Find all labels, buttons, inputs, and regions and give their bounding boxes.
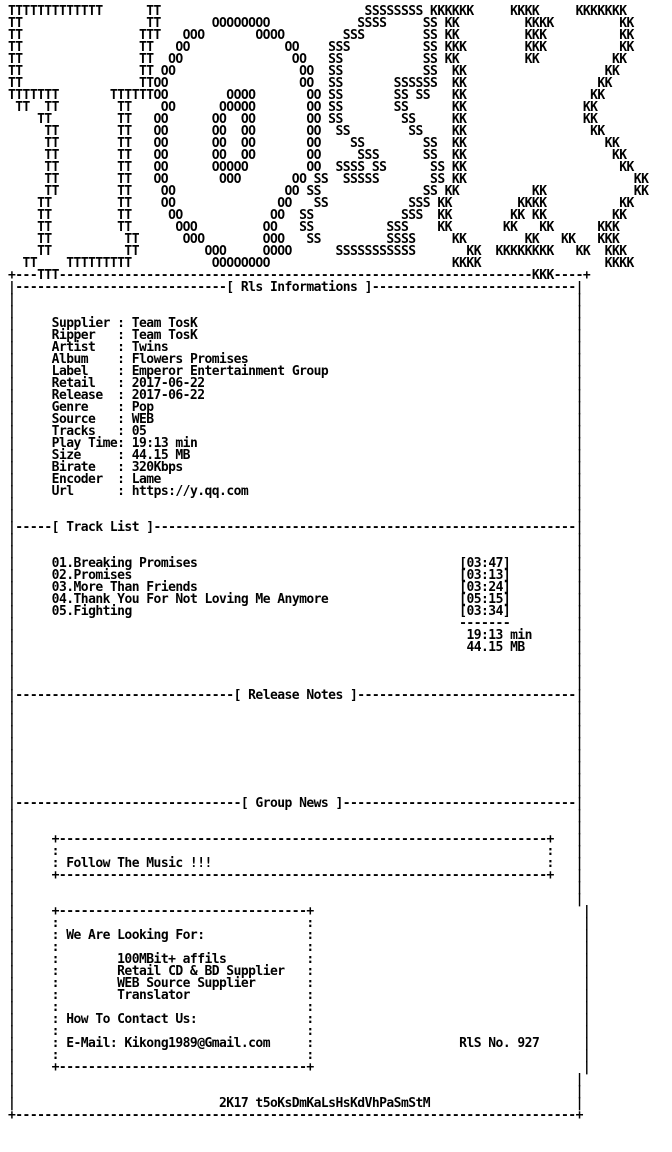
ascii-banner-line: TT TT OO OO SS SS KK KK KK	[8, 52, 627, 67]
ascii-banner-line: TT TT OOO OOOO SSSSSSSSSSS KK KKKKKKKK KK KKK	[8, 244, 627, 259]
info-value: https://y.qq.com	[131, 484, 249, 499]
blank-line: | |	[8, 1084, 583, 1099]
looking-for-item: WEB Source Supplier	[117, 976, 256, 991]
news-box-line: | : WEB Source Supplier : |	[8, 976, 591, 991]
section-header: |-----------------------------[ Rls Informations ]----------------------------|	[8, 280, 583, 295]
news-box-line: | : : |	[8, 940, 591, 955]
news-box-line: | : Follow The Music !!! : |	[8, 856, 583, 871]
info-row: | Genre : Pop |	[8, 400, 583, 415]
info-value: Team TosK	[131, 316, 198, 331]
info-key: Retail	[51, 376, 96, 391]
ascii-banner-line: TT TT TT OO OOOOO OO SS SS KK KK	[8, 100, 598, 115]
info-value: 320Kbps	[131, 460, 183, 475]
info-row: | Play Time: 19:13 min |	[8, 436, 583, 451]
blank-line: | |	[8, 880, 583, 895]
info-value: Pop	[131, 400, 154, 415]
track-time: 03:13	[466, 568, 503, 583]
blank-line: | |	[8, 712, 583, 727]
blank-line: | |	[8, 532, 583, 547]
ascii-banner-line: TT TT OO OO SS SSS KK KK KK KK	[8, 208, 627, 223]
blank-line: | |	[8, 760, 583, 775]
info-key: Birate	[51, 460, 96, 475]
ascii-banner-line: TT TT OO OO SS SS KK KK KK	[8, 184, 649, 199]
info-value: Flowers Promises	[131, 352, 249, 367]
ascii-banner-line: TT TT OO OOOOO OO SSSS SS SS KK KK	[8, 160, 634, 175]
looking-for-item: Retail CD & BD Supplier	[117, 964, 285, 979]
info-value: Lame	[131, 472, 161, 487]
ascii-banner-line: TT TT OO OOO OO SS SSSSS SS KK KK	[8, 172, 649, 187]
track-number: 05	[51, 604, 67, 619]
info-key: Artist	[51, 340, 96, 355]
release-number: RlS No. 927	[459, 1036, 540, 1051]
section-title: Rls Informations	[240, 280, 358, 295]
news-box-border: | +-------------------------------------------------------------------+ |	[8, 868, 583, 883]
blank-line: | |	[8, 736, 583, 751]
info-row: | Size : 44.15 MB |	[8, 448, 583, 463]
track-title: Fighting	[73, 604, 132, 619]
total-time: 19:13 min	[466, 628, 532, 643]
ascii-banner-line: TT TTOO OO SS SSSSSS KK KK	[8, 76, 612, 91]
news-box-border: | +-------------------------------------------------------------------+ |	[8, 832, 583, 847]
total-size: 44.15 MB	[466, 640, 525, 655]
section-title: Track List	[66, 520, 139, 535]
info-row: | Url : https://y.qq.com |	[8, 484, 583, 499]
track-title: Promises	[73, 568, 132, 583]
info-row: | Supplier : Team TosK |	[8, 316, 583, 331]
total-row: | 19:13 min |	[8, 628, 583, 643]
blank-line: | |	[8, 496, 583, 511]
contact-title: How To Contact Us:	[66, 1012, 198, 1027]
info-key: Label	[51, 364, 89, 379]
blank-line: | |	[8, 808, 583, 823]
blank-line: | |	[8, 304, 583, 319]
info-value: 2017-06-22	[131, 376, 205, 391]
track-row: | 01.Breaking Promises [03:47] |	[8, 556, 583, 571]
ascii-banner-line: TT TT OOOOOOOO SSSS SS KK KKKK KK	[8, 16, 634, 31]
blank-line: | |	[8, 508, 583, 523]
blank-line: | |	[8, 784, 583, 799]
contact-email: E-Mail: Kikong1989@Gmail.com	[66, 1036, 270, 1051]
news-box-line: | : : |	[8, 1048, 591, 1063]
footer-line: | 2K17 t5oKsDmKaLsHsKdVhPaSmStM |	[8, 1096, 583, 1111]
news-box-line: | : : |	[8, 1000, 591, 1015]
info-key: Size	[51, 448, 81, 463]
footer-border: +-----------------------------------------------------------------------------+	[8, 1108, 583, 1123]
info-key: Source	[51, 412, 96, 427]
news-box-line: | : Retail CD & BD Supplier : |	[8, 964, 591, 979]
news-box-line: | : We Are Looking For: : |	[8, 928, 591, 943]
info-row: | Retail : 2017-06-22 |	[8, 376, 583, 391]
blank-line: | |	[8, 892, 583, 907]
ascii-banner-line: TT TT OO OO SS SSS KK KKKK KK	[8, 196, 634, 211]
blank-line: | |	[8, 1072, 583, 1087]
info-row: | Album : Flowers Promises |	[8, 352, 583, 367]
track-time: 03:47	[466, 556, 503, 571]
footer-signature: 2K17 t5oKsDmKaLsHsKdVhPaSmStM	[219, 1096, 431, 1111]
track-time: 05:15	[466, 592, 503, 607]
news-box-line: | : How To Contact Us: : |	[8, 1012, 591, 1027]
blank-line: | |	[8, 700, 583, 715]
info-value: 19:13 min	[131, 436, 198, 451]
ascii-banner-line: TT TT OO OO OO OO SS SS KK KK	[8, 112, 598, 127]
track-title: Thank You For Not Loving Me Anymore	[73, 592, 329, 607]
follow-text: Follow The Music !!!	[66, 856, 212, 871]
total-row: | 44.15 MB |	[8, 640, 583, 655]
blank-line: | |	[8, 652, 583, 667]
info-key: Tracks	[51, 424, 96, 439]
news-box-line: | : : |	[8, 844, 583, 859]
track-row: | 04.Thank You For Not Loving Me Anymore [05:15] |	[8, 592, 583, 607]
track-rule: | ------- |	[8, 616, 583, 631]
info-value: WEB	[131, 412, 154, 427]
info-value: Emperor Entertainment Group	[131, 364, 329, 379]
blank-line: | |	[8, 772, 583, 787]
info-key: Encoder	[51, 472, 103, 487]
blank-line: | |	[8, 292, 583, 307]
track-number: 03	[51, 580, 67, 595]
looking-for-item: Translator	[117, 988, 190, 1003]
ascii-banner-line: TT TT OO OO SS SS KK KK	[8, 64, 620, 79]
blank-line: | |	[8, 820, 583, 835]
info-row: | Ripper : Team TosK |	[8, 328, 583, 343]
looking-for-title: We Are Looking For:	[66, 928, 205, 943]
blank-line: | |	[8, 724, 583, 739]
info-row: | Tracks : 05 |	[8, 424, 583, 439]
ascii-banner-line: TT TT OOO OO SS SSS KK KK KK KKK	[8, 220, 620, 235]
ascii-banner-line: TT TT OO OO SSS SS KKK KKK KK	[8, 40, 634, 55]
info-key: Play Time	[51, 436, 118, 451]
info-row: | Encoder : Lame |	[8, 472, 583, 487]
news-box-border: | +----------------------------------+ |	[8, 904, 591, 919]
section-header: |-----[ Track List ]----------------------------------------------------------|	[8, 520, 583, 535]
info-value: Team TosK	[131, 328, 198, 343]
info-row: | Source : WEB |	[8, 412, 583, 427]
info-key: Ripper	[51, 328, 96, 343]
section-header: |------------------------------[ Release Notes ]------------------------------|	[8, 688, 583, 703]
blank-line: | |	[8, 676, 583, 691]
info-key: Url	[51, 484, 74, 499]
blank-line: | |	[8, 544, 583, 559]
track-number: 01	[51, 556, 67, 571]
track-time: 03:34	[466, 604, 503, 619]
news-box-line: | : Translator : |	[8, 988, 591, 1003]
track-number: 04	[51, 592, 67, 607]
track-row: | 05.Fighting [03:34] |	[8, 604, 583, 619]
news-box-line: | : E-Mail: Kikong1989@Gmail.com : RlS No. 927 |	[8, 1036, 591, 1051]
track-time: 03:24	[466, 580, 503, 595]
ascii-banner-line: TT TT OO OO OO OO SSS SS KK KK	[8, 148, 627, 163]
info-row: | Release : 2017-06-22 |	[8, 388, 583, 403]
ascii-banner-line: TTTTTTT TTTTTTOO OOOO OO SS SS SS KK KK	[8, 88, 605, 103]
info-row: | Label : Emperor Entertainment Group |	[8, 364, 583, 379]
ascii-banner-line: TT TT OO OO OO OO SS SS KK KK	[8, 124, 605, 139]
looking-for-item: 100MBit+ affils	[117, 952, 227, 967]
section-title: Release Notes	[248, 688, 343, 703]
info-row: | Birate : 320Kbps |	[8, 460, 583, 475]
track-title: Breaking Promises	[73, 556, 198, 571]
ascii-banner-line: TT TTT OOO OOOO SSS SS KK KKK KK	[8, 28, 634, 43]
info-value: 05	[131, 424, 147, 439]
news-box-line: | : 100MBit+ affils : |	[8, 952, 591, 967]
ascii-banner-line: TTTTTTTTTTTTT TT SSSSSSSS KKKKKK KKKK KKKKKKK	[8, 4, 627, 19]
info-row: | Artist : Twins |	[8, 340, 583, 355]
info-value: 2017-06-22	[131, 388, 205, 403]
blank-line: | |	[8, 664, 583, 679]
news-box-line: | : : |	[8, 916, 591, 931]
info-key: Genre	[51, 400, 89, 415]
track-row: | 03.More Than Friends [03:24] |	[8, 580, 583, 595]
section-title: Group News	[255, 796, 329, 811]
info-value: 44.15 MB	[131, 448, 190, 463]
info-value: Twins	[131, 340, 169, 355]
ascii-banner-line: TT TT OO OO OO OO SS SS KK KK	[8, 136, 620, 151]
section-header: |-------------------------------[ Group News ]--------------------------------|	[8, 796, 583, 811]
news-box-line: | : : |	[8, 1024, 591, 1039]
info-key: Supplier	[51, 316, 110, 331]
ascii-banner-line: TT TT OOO OOO SS SSSS KK KK KK KKK	[8, 232, 620, 247]
info-key: Album	[51, 352, 89, 367]
track-number: 02	[51, 568, 67, 583]
info-key: Release	[51, 388, 103, 403]
track-title: More Than Friends	[73, 580, 198, 595]
ascii-banner-line: TT TTTTTTTTT OOOOOOOO KKKK KKKK	[8, 256, 634, 271]
track-row: | 02.Promises [03:13] |	[8, 568, 583, 583]
banner-border: +---TTT-----------------------------------------------------------------KKK----+	[8, 268, 591, 283]
news-box-border: | +----------------------------------+ |	[8, 1060, 591, 1075]
blank-line: | |	[8, 748, 583, 763]
